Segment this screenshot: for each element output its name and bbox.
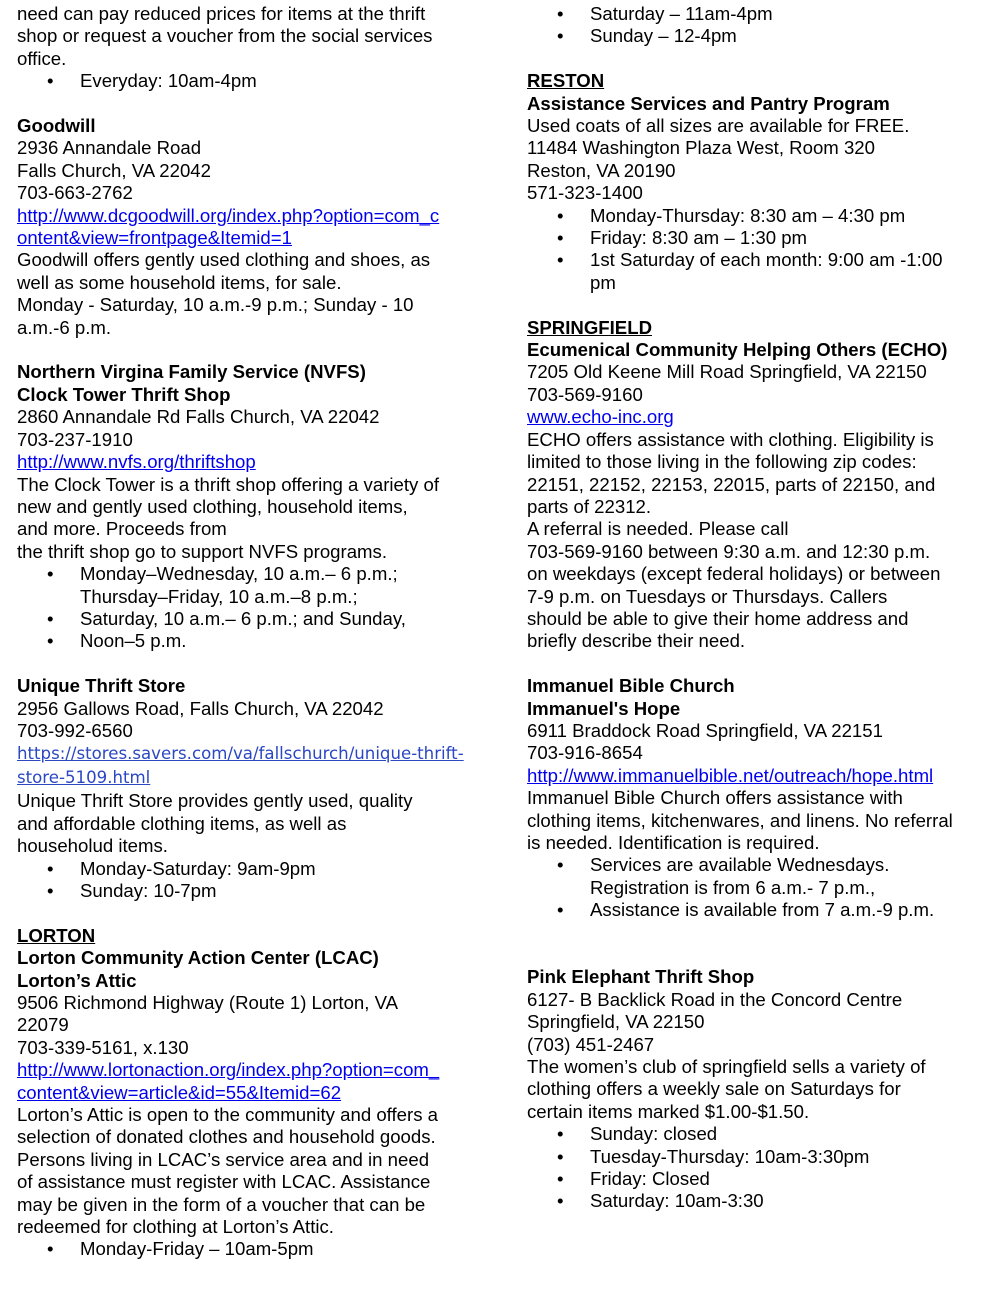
- description: Monday - Saturday, 10 a.m.-9 p.m.; Sunday - 10: [17, 294, 414, 316]
- bullet-icon: •: [47, 857, 54, 879]
- description: a.m.-6 p.m.: [17, 316, 112, 338]
- address: 11484 Washington Plaza West, Room 320: [527, 137, 875, 159]
- phone: 703-569-9160: [527, 383, 643, 405]
- address: 2956 Gallows Road, Falls Church, VA 22042: [17, 697, 384, 719]
- intro-line: need can pay reduced prices for items at the thrift: [17, 3, 426, 24]
- left-column: [17, 3, 497, 1261]
- intro-hours: [17, 70, 497, 92]
- description: The women’s club of springfield sells a variety of: [527, 1056, 926, 1078]
- entry-title: Immanuel Bible Church: [527, 675, 735, 697]
- nvfs-entry: [17, 361, 497, 652]
- hours-item: • Friday: 8:30 am – 1:30 pm: [557, 227, 808, 249]
- hours-item: • Saturday – 11am-4pm: [557, 3, 773, 24]
- description: on weekdays (except federal holidays) or between: [527, 563, 941, 585]
- pink-elephant-entry: [527, 966, 987, 1212]
- unique-link[interactable]: https://stores.savers.com/va/fallschurch/unique-thrift-: [17, 744, 464, 764]
- region-heading: SPRINGFIELD: [527, 316, 652, 338]
- region-heading: LORTON: [17, 924, 96, 946]
- reston-entry: [527, 70, 987, 294]
- entry-title: Northern Virgina Family Service (NVFS): [17, 361, 366, 383]
- nvfs-link[interactable]: http://www.nvfs.org/thriftshop: [17, 451, 256, 473]
- pink-hours: [527, 1123, 987, 1213]
- description: certain items marked $1.00-$1.50.: [527, 1100, 810, 1122]
- hours-item: • 1st Saturday of each month: 9:00 am -1:00 pm: [557, 249, 943, 293]
- hours-item: • Monday-Saturday: 9am-9pm: [47, 857, 316, 879]
- goodwill-link[interactable]: ontent&view=frontpage&Itemid=1: [17, 227, 292, 249]
- entry-title: Assistance Services and Pantry Program: [527, 92, 890, 114]
- entry-title: Goodwill: [17, 115, 96, 137]
- lorton-hours: [17, 1238, 497, 1260]
- description: selection of donated clothes and household goods.: [17, 1126, 436, 1148]
- goodwill-entry: [17, 115, 497, 339]
- description: 7-9 p.m. on Tuesdays or Thursdays. Callers: [527, 585, 888, 607]
- immanuel-link[interactable]: http://www.immanuelbible.net/outreach/hope.html: [527, 764, 934, 786]
- intro-line: shop or request a voucher from the social services: [17, 25, 433, 47]
- bullet-icon: •: [557, 899, 564, 921]
- phone: 703-663-2762: [17, 182, 133, 204]
- immanuel-hours: [527, 854, 987, 921]
- unique-hours: [17, 858, 497, 903]
- description: Lorton’s Attic is open to the community and offers a: [17, 1104, 439, 1126]
- description: should be able to give their home address and: [527, 607, 909, 629]
- description: limited to those living in the following zip codes:: [527, 451, 917, 473]
- hours-item: • Assistance is available from 7 a.m.-9 p.m.: [557, 899, 935, 921]
- lorton-link[interactable]: http://www.lortonaction.org/index.php?option=com_: [17, 1059, 440, 1081]
- description: parts of 22312.: [527, 495, 652, 517]
- bullet-icon: •: [47, 630, 54, 652]
- bullet-icon: •: [557, 854, 564, 876]
- description: redeemed for clothing at Lorton’s Attic.: [17, 1216, 334, 1238]
- description: clothing offers a weekly sale on Saturdays for: [527, 1078, 901, 1100]
- immanuel-entry: [527, 675, 987, 921]
- phone: 703-992-6560: [17, 719, 133, 741]
- bullet-icon: •: [47, 607, 54, 629]
- hours-item: • Noon–5 p.m.: [47, 630, 187, 652]
- entry-subtitle: Lorton’s Attic: [17, 969, 137, 991]
- echo-link[interactable]: www.echo-inc.org: [527, 406, 674, 428]
- nvfs-hours: [17, 563, 497, 653]
- description: briefly describe their need.: [527, 630, 746, 652]
- hours-item: • Saturday, 10 a.m.– 6 p.m.; and Sunday,: [47, 607, 406, 629]
- bullet-icon: •: [47, 70, 54, 92]
- description: Persons living in LCAC’s service area and in need: [17, 1148, 430, 1170]
- hours-item: • Tuesday-Thursday: 10am-3:30pm: [557, 1145, 870, 1167]
- address: Springfield, VA 22150: [527, 1011, 705, 1033]
- hours-item: • Sunday: closed: [557, 1123, 718, 1145]
- address: Reston, VA 20190: [527, 159, 676, 181]
- description: 22151, 22152, 22153, 22015, parts of 22150, and: [527, 473, 936, 495]
- description: Immanuel Bible Church offers assistance with: [527, 787, 903, 809]
- lorton-link[interactable]: content&view=article&id=55&Itemid=62: [17, 1081, 342, 1103]
- bullet-icon: •: [557, 1145, 564, 1167]
- description: Unique Thrift Store provides gently used, quality: [17, 790, 413, 812]
- hours-item: • Sunday: 10-7pm: [47, 879, 217, 901]
- unique-entry: [17, 675, 497, 902]
- bullet-icon: •: [47, 1238, 54, 1260]
- address: 7205 Old Keene Mill Road Springfield, VA 22150: [527, 361, 927, 383]
- bullet-icon: •: [557, 249, 564, 271]
- entry-title: Unique Thrift Store: [17, 675, 186, 697]
- unique-link[interactable]: store-5109.html: [17, 768, 151, 788]
- description: householud items.: [17, 835, 168, 857]
- description: A referral is needed. Please call: [527, 518, 789, 540]
- echo-entry: [527, 317, 987, 653]
- hours-item: • Sunday – 12-4pm: [557, 25, 737, 47]
- bullet-icon: •: [557, 204, 564, 226]
- entry-title: Ecumenical Community Helping Others (ECHO): [527, 339, 948, 361]
- hours-item: • Monday-Friday – 10am-5pm: [47, 1238, 314, 1260]
- lorton-entry: [17, 925, 497, 1261]
- description: Goodwill offers gently used clothing and shoes, as: [17, 249, 431, 271]
- description: well as some household items, for sale.: [17, 271, 342, 293]
- address: 9506 Richmond Highway (Route 1) Lorton, VA: [17, 992, 399, 1013]
- region-heading: RESTON: [527, 70, 605, 92]
- bullet-icon: •: [557, 1123, 564, 1145]
- intro-section: [17, 3, 497, 93]
- description: Used coats of all sizes are available for FREE.: [527, 115, 910, 137]
- hours-item: • Saturday: 10am-3:30: [557, 1190, 764, 1212]
- description: of assistance must register with LCAC. Assistance: [17, 1171, 431, 1193]
- reston-hours: [527, 205, 987, 295]
- entry-subtitle: Immanuel's Hope: [527, 697, 681, 719]
- description: the thrift shop go to support NVFS programs.: [17, 540, 387, 562]
- bullet-icon: •: [557, 3, 564, 24]
- intro-line: office.: [17, 47, 67, 69]
- bullet-icon: •: [47, 879, 54, 901]
- description: clothing items, kitchenwares, and linens. No referral: [527, 809, 953, 831]
- phone: (703) 451-2467: [527, 1033, 655, 1055]
- bullet-icon: •: [47, 563, 54, 585]
- description: new and gently used clothing, household items,: [17, 495, 408, 517]
- goodwill-link[interactable]: http://www.dcgoodwill.org/index.php?option=com_c: [17, 204, 440, 226]
- entry-subtitle: Clock Tower Thrift Shop: [17, 383, 231, 405]
- hours-item: • Services are available Wednesdays. Registration is from 6 a.m.- 7 p.m.,: [557, 854, 890, 898]
- address: Falls Church, VA 22042: [17, 159, 211, 181]
- bullet-icon: •: [557, 1190, 564, 1212]
- bullet-icon: •: [557, 1168, 564, 1190]
- description: may be given in the form of a voucher that can be: [17, 1193, 426, 1215]
- description: ECHO offers assistance with clothing. Eligibility is: [527, 428, 934, 450]
- address: 2860 Annandale Rd Falls Church, VA 22042: [17, 406, 380, 428]
- description: The Clock Tower is a thrift shop offering a variety of: [17, 473, 439, 495]
- phone: 703-916-8654: [527, 742, 643, 764]
- bullet-icon: •: [557, 25, 564, 47]
- phone: 571-323-1400: [527, 182, 643, 204]
- hours-item: • Monday–Wednesday, 10 a.m.– 6 p.m.; Thursday–Friday, 10 a.m.–8 p.m.;: [47, 563, 398, 607]
- hours-item: • Everyday: 10am-4pm: [47, 70, 257, 92]
- entry-title: Lorton Community Action Center (LCAC): [17, 947, 379, 969]
- description: is needed. Identification is required.: [527, 831, 820, 853]
- phone: 703-237-1910: [17, 428, 133, 450]
- description: and more. Proceeds from: [17, 518, 227, 540]
- hours-item: • Friday: Closed: [557, 1168, 710, 1190]
- bullet-icon: •: [557, 227, 564, 249]
- address: 6911 Braddock Road Springfield, VA 22151: [527, 719, 883, 741]
- top-hours: [527, 3, 987, 48]
- hours-item: • Monday-Thursday: 8:30 am – 4:30 pm: [557, 204, 906, 226]
- phone: 703-339-5161, x.130: [17, 1036, 189, 1058]
- address: 22079: [17, 1014, 69, 1036]
- address: 2936 Annandale Road: [17, 137, 202, 159]
- description: 703-569-9160 between 9:30 a.m. and 12:30 p.m.: [527, 540, 931, 562]
- address: 6127- B Backlick Road in the Concord Centre: [527, 988, 903, 1010]
- description: and affordable clothing items, as well as: [17, 812, 347, 834]
- right-column: [527, 3, 987, 1213]
- entry-title: Pink Elephant Thrift Shop: [527, 966, 755, 988]
